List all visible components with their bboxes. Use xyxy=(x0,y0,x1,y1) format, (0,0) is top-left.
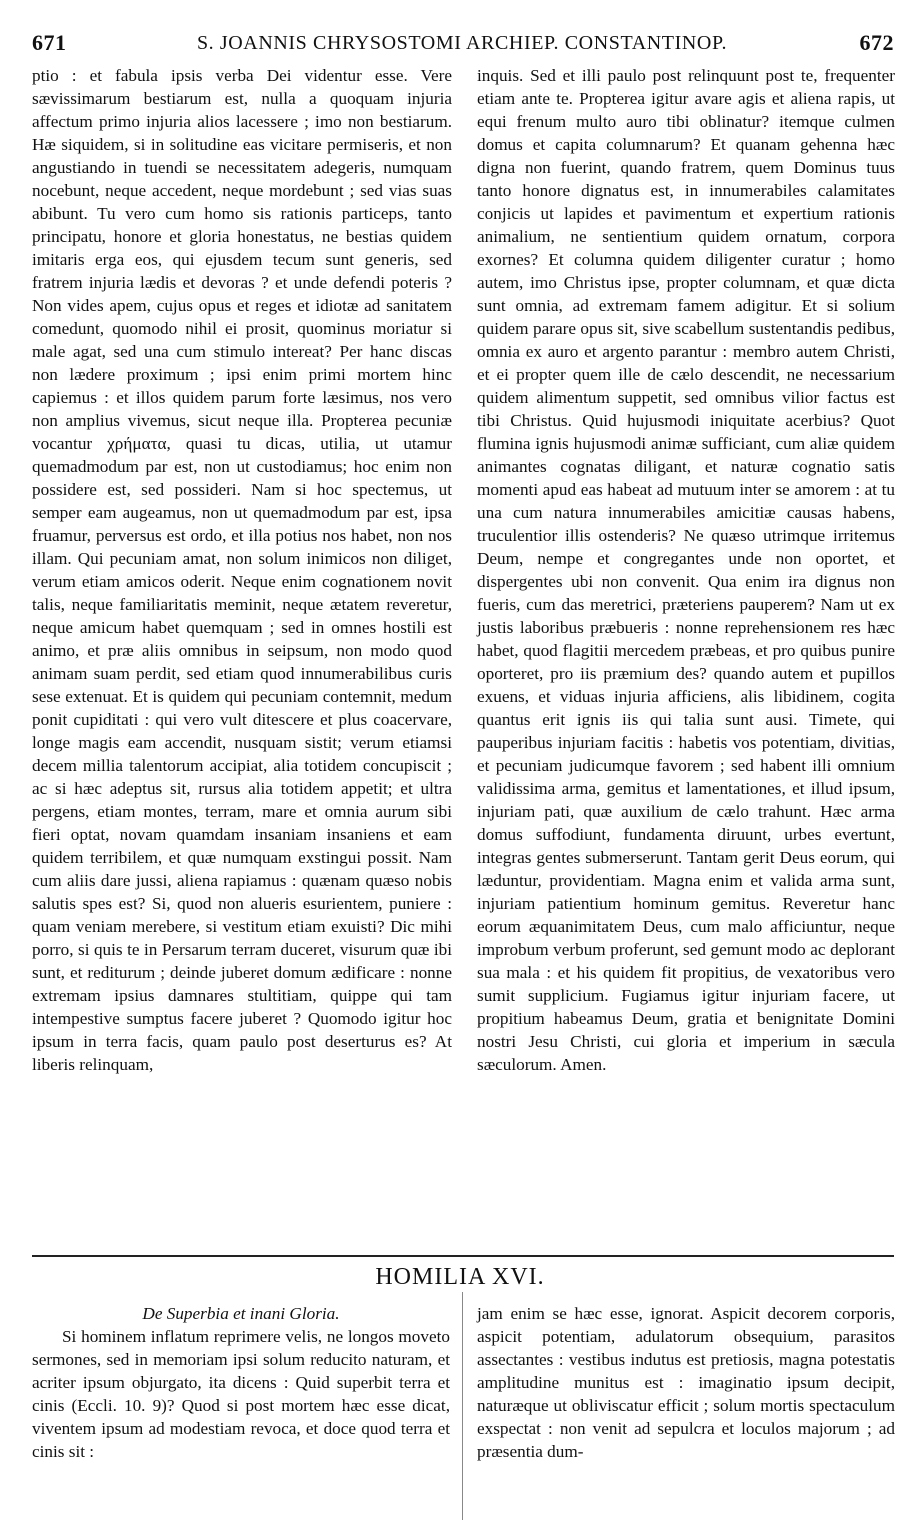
column-left-top xyxy=(32,64,452,1076)
page-number-left: 671 xyxy=(32,30,67,55)
column-left-bottom xyxy=(32,1302,450,1463)
running-header xyxy=(32,30,894,60)
column-divider xyxy=(462,1292,463,1520)
section-divider xyxy=(32,1255,894,1257)
column-right-top xyxy=(477,64,895,1076)
running-title: S. JOANNIS CHRYSOSTOMI ARCHIEP. CONSTANTINOP. xyxy=(196,32,728,54)
homily-subtitle: De Superbia et inani Gloria. xyxy=(142,1304,340,1323)
column-right-bottom xyxy=(477,1302,895,1463)
page-number-right: 672 xyxy=(859,30,894,55)
body-text: Si hominem inflatum reprimere velis, ne longos moveto sermones, sed in memoriam ipsi solum reducito naturam, et acriter ipsum objurgato, ita dicens : Quid superbit terra et cinis (Eccli. 10. 9)? Quod si post mortem hæc esse dicat, viventem ipsum ad modestiam revoca, et doce quod terra et cinis sit : xyxy=(32,1327,450,1461)
homily-heading: HOMILIA XVI. xyxy=(375,1264,545,1290)
body-text: inquis. Sed et illi paulo post relinquunt post te, frequenter etiam ante te. Propterea igitur avare agis et aliena rapis, ut equi frenum multo auro tibi oblinatur? itemque culmen domus et capita columnarum? Et quanam gehenna hæc digna non fuerint, quando fratrem, quem Dominus tuus tanto honore dignatus est, in innumerabiles calamitates conjicis ut lapides et pavimentum et expertium rationis animalium, ne sentientium quidem ornatum, corpora exornes? Et columna quidem diligenter curatur ; homo autem, imo Christus ipse, propter columnam, et quæ dicta sunt omnia, ad extremam famem adigitur. Et si solium quidem parare opus sit, sive scabellum sustentandis pedibus, omnia ex auro et argento parantur : membro autem Christi, et ei propter quem ille de cælo descendit, ne necessarium quidem alimentum suppetit, sed omnibus vilior factus est tibi Christus. Quid hujusmodi iniquitate acerbius? Quot flumina ignis hujusmodi animæ sufficiant, cum aliæ quidem animantes cognatas diligant, et naturæ cognatio satis momenti apud eas habeat ad mutuum inter se amorem : at tu una cum natura innumerabiles amicitiæ causas habens, truculentior illis ostenderis? Ne quæso utrimque irritemus Deum, nempe et congregantes unde non oportet, et dispergentes ubi non convenit. Qua enim ira dignus non fueris, cum das meretrici, præteriens pauperem? Nam ut ex justis laboribus præbueris : nonne reprehensionem res hæc habet, quod flagitii mercedem præbeas, et pro quibus punire oporteret, pro iis præmium des? quando autem et pupillos exuens, et viduas injuria afficiens, alis libidinem, cogita quantus erit ignis iis qui talia sunt ausi. Timete, qui pauperibus injuriam facitis : habetis vos potentiam, divitias, et pecuniam judicumque favorem ; sed habent illi omnium validissima arma, gemitus et lamentationes, et illud ipsum, injuriam pati, quæ auxilium de cælo trahunt. Hæc arma domus suffodiunt, fundamenta diruunt, urbes evertunt, integras gentes submerserunt. Tantam gerit Deus eorum, qui læduntur, providentiam. Magna enim et valida arma sunt, injuriam patientium hominum gemitus. Reveretur hanc eorum æquanimitatem Deus, cum malo afficiuntur, neque improbum verbum proferunt, sed gemunt modo ac deplorant sua mala : et his quidem fit propitius, de vexatoribus vero sumit supplicium. Fugiamus igitur injuriam facere, ut propitium habeamus Deum, gratia et benignitate Domini nostri Jesu Christi, cui gloria et imperium in sæcula sæculorum. Amen. xyxy=(477,66,895,1074)
body-text: ptio : et fabula ipsis verba Dei videntur esse. Vere sævissimarum bestiarum est, nulla a quoquam injuria affectum primo injuria alios lacessere ; imo non bestiarum. Hæ siquidem, si in solitudine eas vicitare permiseris, et non angustiando in tuendi se necessitatem adegeris, numquam nocebunt, neque accedent, neque mordebunt ; sed vias suas abibunt. Tu vero cum homo sis rationis particeps, tanto principatu, honore et gloria honestatus, ne bestias quidem imitaris erga eos, qui ejusdem tecum sunt generis, sed fratrem injuria lædis et devoras ? et unde defendi poteris ? Non vides apem, cujus opus et reges et idiotæ ad sanitatem comedunt, quomodo nihil ei prosit, quominus moriatur si male agat, sed una cum stimulo intereat? Per hanc discas non lædere proximum ; ipsi enim primi mortem hinc capiemus : et illos quidem parum forte læsimus, nos vero non amplius vivemus, sicut neque illa. Propterea pecuniæ vocantur χρήματα, quasi tu dicas, utilia, ut utamur quemadmodum par est, non ut custodiamus; hoc enim non possidere est, sed possideri. Nam si hoc spectemus, ut semper eam augeamus, non ut quemadmodum par est, ipsa fruamur, perversus est ordo, et illa potius nos habet, non nos illam. Qui pecuniam amat, non solum inimicos non diliget, verum etiam amicos oderit. Neque enim cognationem novit talis, neque familiaritatis meminit, neque ætatem reveretur, neque amicum habet quemquam ; sed in omnes hostili est animo, et præ aliis omnibus in seipsum, non modo quod animam suam perdit, sed etiam quod innumerabilibus curis sese extenuat. Et is quidem qui pecuniam contemnit, medum ponit cupiditati : qui vero vult ditescere et plus coacervare, longe magis eam accendit, nusquam sistit; verum etiamsi decem millia talentorum accipiat, alia totidem concupiscit ; ac si hæc adeptus sit, rursus alia totidem appetit; et ultra pergens, etiam montes, terram, mare et omnia aurum sibi fieri optat, novam quamdam insaniam insaniens et eam quidem terribilem, et quæ numquam exstingui possit. Nam cum aliis dare jussi, aliena rapiamus : quænam quæso nobis salutis spes est? Si, quod non alueris esurientem, puniere : quam veniam merebere, si vestitum etiam exuisti? Dic mihi porro, si quis te in Persarum terram duceret, visurum quæ ibi sunt, et rediturum ; deinde juberet domum ædificare : nonne extremam ipsius damnares stultitiam, quippe qui tam intempestive sumptus facere juberet ? Quomodo igitur hoc ipsum in terra facis, quam paulo post deserturus es? At liberis relinquam, xyxy=(32,66,452,1074)
body-text: jam enim se hæc esse, ignorat. Aspicit decorem corporis, aspicit potentiam, adulatorum obsequium, parasitos assectantes : vestibus indutus est pretiosis, magna potestatis amplitudine munitus est : imaginatio ipsum decipit, naturæque ut obliviscatur efficit ; solum mortis spectaculum exspectat : non venit ad sepulcra et loculos majorum ; ad præsentia dum- xyxy=(477,1304,895,1461)
